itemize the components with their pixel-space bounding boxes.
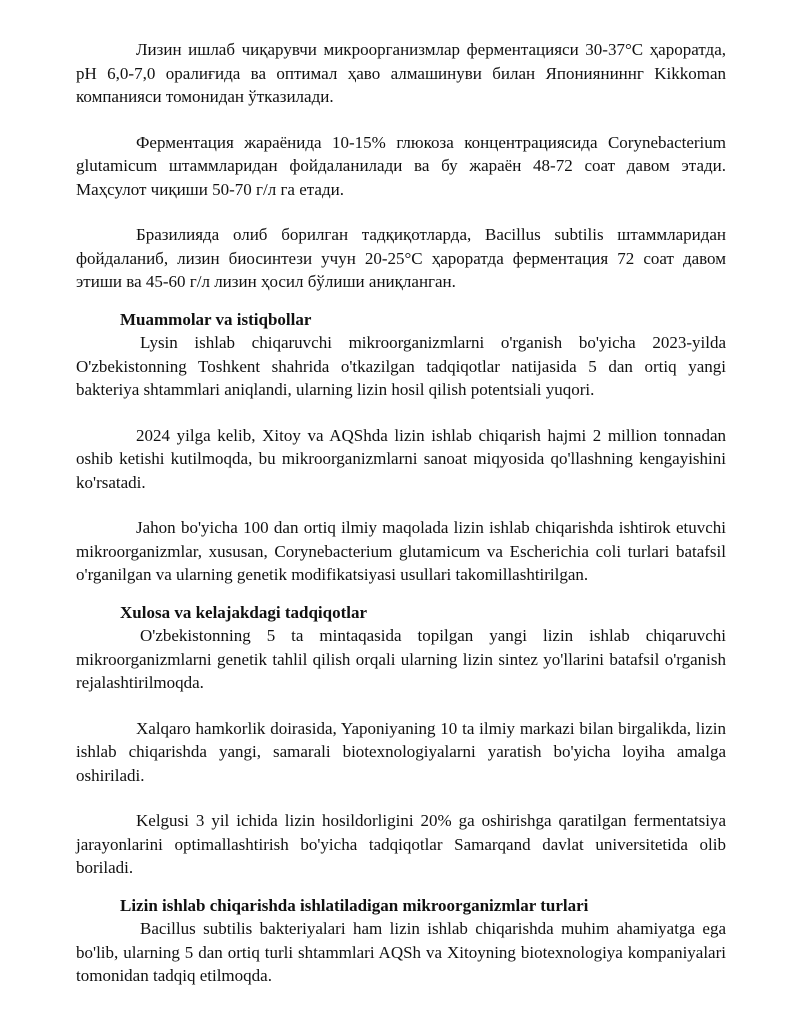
paragraph: Kelgusi 3 yil ichida lizin hosildorligini 20% ga oshirishga qaratilgan fermentatsiya jarayonlarini optimallashtirish bo'yicha tadqiqotlar Samarqand davlat universitetida olib boriladi. (76, 811, 726, 877)
paragraph: Jahon bo'yicha 100 dan ortiq ilmiy maqolada lizin ishlab chiqarishda ishtirok etuvchi mikroorganizmlar, xususan, Corynebacterium glutamicum va Escherichia coli turlari batafsil o'rganilgan va ularning genetik modifikatsiyasi usullari takomillashtirilgan. (76, 518, 726, 584)
document-page (76, 38, 726, 1010)
paragraph: 2024 yilga kelib, Xitoy va AQShda lizin ishlab chiqarish hajmi 2 million tonnadan oshib ketishi kutilmoqda, bu mikroorganizmlarni sanoat miqyosida qo'llashning kengayishini ko'rsatadi. (76, 425, 726, 492)
section-heading: Lizin ishlab chiqarishda ishlatiladigan mikroorganizmlar turlari (120, 895, 589, 915)
paragraph: O'zbekistonning 5 ta mintaqasida topilgan yangi lizin ishlab chiqaruvchi mikroorganizmlarni genetik tahlil qilish orqali ularning lizin sintez yo'llarini batafsil o'rganish rejalashtirilmoqda. (76, 626, 726, 692)
paragraph: Ферментация жараёнида 10-15% глюкоза концентрациясида Corynebacterium glutamicum штаммларидан фойдаланилади ва бу жараён 48-72 соат давом этади. Маҳсулот чиқиши 50-70 г/л га етади. (76, 132, 726, 199)
section-heading: Xulosa va kelajakdagi tadqiqotlar (120, 602, 368, 622)
paragraph: Лизин ишлаб чиқарувчи микроорганизмлар ферментацияси 30-37°С ҳароратда, pH 6,0-7,0 оралиғида ва оптимал ҳаво алмашинуви билан Японияниннг Kikkoman компанияси томонидан ўтказилади. (76, 40, 726, 106)
paragraph: Lysin ishlab chiqaruvchi mikroorganizmlarni o'rganish bo'yicha 2023-yilda O'zbekistonning Toshkent shahrida o'tkazilgan tadqiqotlar natijasida 5 dan ortiq yangi bakteriya shtammlari aniqlandi, ularning lizin hosil qilish potentsiali yuqori. (76, 333, 726, 399)
paragraph: Bacillus subtilis bakteriyalari ham lizin ishlab chiqarishda muhim ahamiyatga ega bo'lib, ularning 5 dan ortiq turli shtammlari AQSh va Xitoyning biotexnologiya kompaniyalari tomonidan tadqiq etilmoqda. (76, 919, 726, 985)
section-heading: Muammolar va istiqbollar (120, 309, 312, 329)
paragraph: Xalqaro hamkorlik doirasida, Yaponiyaning 10 ta ilmiy markazi bilan birgalikda, lizin ishlab chiqarishda yangi, samarali biotexnologiyalarni yaratish bo'yicha loyiha amalga oshiriladi. (76, 718, 726, 785)
paragraph: Бразилияда олиб борилган тадқиқотларда, Bacillus subtilis штаммларидан фойдаланиб, лизин биосинтези учун 20-25°С ҳароратда ферментация 72 соат давом этиши ва 45-60 г/л лизин ҳосил бўлиши аниқланган. (76, 225, 726, 291)
